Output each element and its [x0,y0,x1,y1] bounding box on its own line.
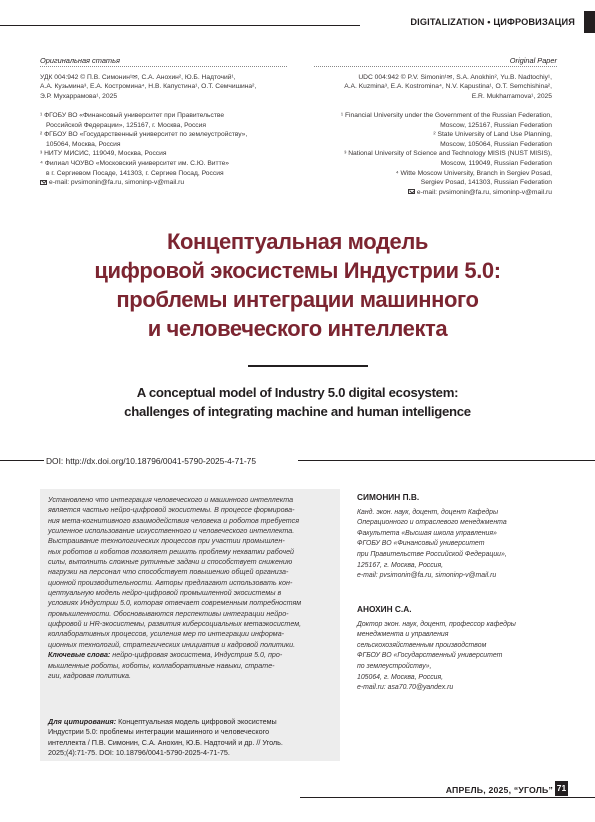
footer-issue: АПРЕЛЬ, 2025, “УГОЛЬ” [445,785,553,795]
bio-line: e-mail.ru: asa70.70@yandex.ru [357,684,454,692]
dotted-divider-right [314,66,557,67]
affiliations-en [300,111,552,197]
keywords-text: гии, кадровая политика. [48,671,131,680]
abstract-line: коллаборативных процессов, усиления мер по интеграции информа- [48,630,285,639]
dotted-divider-left [40,66,287,67]
affiliation-line: Sergiev Posad, 141303, Russian Federation [420,179,552,187]
affiliation-line: Российской Федерации», 125167, г. Москва, Россия [46,121,207,129]
affiliations-ru [40,111,290,188]
affiliation-line: ² ФГБОУ ВО «Государственный университет по землеустройству», [40,131,248,139]
section-tag: DIGITALIZATION • ЦИФРОВИЗАЦИЯ [410,17,575,27]
abstract-line: Выстраивание технологических процессов при участии промышлен- [48,537,285,546]
abstract-line: цептуальную модель нейро-цифровой промышленной экосистемы в [48,589,282,598]
citation-line [48,717,336,727]
affiliation-email [300,188,552,198]
bio-line: Доктор экон. наук, доцент, профессор кафедры [357,620,516,628]
authors-ru: УДК 004:942 © П.В. Симонин¹✉, С.А. Анохин², Ю.Б. Надточий¹, А.А. Кузьмина³, Е.А. Костромина⁴, Н.В. Капустина¹, О.Т. Семчишина², Э.Р. Мухаррамова¹, 2025 [40,74,257,100]
keywords-line [48,650,334,660]
footer-rule [300,797,595,798]
abstract-text [48,495,334,681]
citation-line [48,738,336,748]
affiliation-email [40,178,290,188]
keywords-text: мышленные роботы, коботы, коллаборативные навыки, страте- [48,661,275,670]
affiliation-line: ³ National University of Science and Technology MISIS (NUST MISIS), [344,150,552,158]
abstract-line: условиях Индустрии 5.0, которая отвечает современным потребностям [48,599,302,608]
keywords-line [48,661,334,671]
citation-text: 2025;(4):71-75. DOI: 10.18796/0041-5790-2025-4-71-75. [48,747,230,757]
bio-line: Факультета «Высшая школа управления» [357,529,497,537]
bio-line: менеджмента и управления [357,631,449,639]
affiliation-line: Moscow, 119049, Russian Federation [440,159,552,167]
affiliation-line: ¹ Financial University under the Government of the Russian Federation, [340,112,552,119]
affiliation-line: 105064, Москва, Россия [46,140,121,148]
abstract-line: усиленное использование искусственного и человеческого интеллекта. [48,527,295,536]
citation [48,717,336,758]
bio-line: ФГОБУ ВО «Финансовый университет [357,540,485,548]
citation-text: Индустрии 5.0: проблемы интеграции машинного и человеческого [48,727,270,737]
abstract-line: является частью нейро-цифровой экосистемы. В процессе формирова- [48,506,295,515]
abstract-line: силы, выполнить сложные рутинные задачи и способствует снижению [48,558,293,567]
affiliation-line: ² State University of Land Use Planning, [433,131,552,139]
abstract-line: ных роботов и коботов позволяет решить проблему нехватки рабочей [48,547,295,556]
bio-line: 125167, г. Москва, Россия, [357,561,444,569]
bio-line: сельскохозяйственным производством [357,641,487,649]
keywords-text: нейро-цифровая экосистема, Индустрия 5.0, про- [110,651,283,660]
bio-line: Канд. экон. наук, доцент, доцент Кафедры [357,508,499,516]
authors-en: UDC 004:942 © P.V. Simonin¹✉, S.A. Anokhin², Yu.B. Nadtochiy¹, A.A. Kuzmina³, E.A. Kostromina⁴, N.V. Kapustina¹, O.T. Semchishina², E.R. Mukharramova¹, 2025 [344,74,552,100]
author-bio-simonin [357,492,557,582]
abstract-line: цифровой и HR-экосистемы, развития киберсоциальных метаэкосистем, [48,620,302,629]
email-text: e-mail: pvsimonin@fa.ru, simoninp-v@mail.ru [416,188,552,196]
keywords-line [48,671,334,681]
title-ru: Концептуальная модель цифровой экосистемы Индустрии 5.0: проблемы интеграции машинного и человеческого интеллекта [94,229,501,341]
mail-icon [408,189,415,194]
citation-text: интеллекта / П.В. Симонин, С.А. Анохин, Ю.Б. Надточий и др. // Уголь. [48,737,283,747]
author-bio-anokhin [357,604,557,694]
doi-rule-left [0,460,44,461]
affiliation-line: Moscow, 105064, Russian Federation [440,140,552,148]
doi-link[interactable]: DOI: http://dx.doi.org/10.18796/0041-5790-2025-4-71-75 [46,456,256,466]
header-rule [0,25,360,26]
bio-line: при Правительстве Российской Федерации», [357,550,507,558]
title-en: A conceptual model of Industry 5.0 digital ecosystem: challenges of integrating machine and human intelligence [124,385,471,419]
author-name: АНОХИН С.А. [357,604,412,614]
keywords-label: Ключевые слова: [48,651,111,660]
article-type-en: Original Paper [509,56,557,65]
citation-label: Для цитирования: [48,717,117,726]
abstract-line: промышленности. Обосновываются перспективы интеграции нейро- [48,609,289,618]
bio-line: ФГБОУ ВО «Государственный университет [357,652,503,660]
bio-line: Операционного и отраслевого менеджмента [357,519,507,527]
title-divider [248,365,368,367]
affiliation-line: ⁴ Witte Moscow University, Branch in Sergiev Posad, [395,169,552,177]
doi-rule-right [298,460,595,461]
affiliation-line: ¹ ФГОБУ ВО «Финансовый университет при Правительстве [40,112,225,119]
citation-text: Концептуальная модель цифровой экосистемы [116,717,277,726]
abstract-line: ционных технологий, стратегических инициатив и кадровой политики. [48,640,296,649]
abstract-line: нагрузки на персонал что способствует повышению общей организа- [48,568,289,577]
citation-line [48,748,336,758]
bio-line: 105064, г. Москва, Россия, [357,673,444,681]
abstract-line: ционной производительности. Авторы предлагают использовать кон- [48,578,293,587]
page-number: 71 [555,781,568,796]
affiliation-line: в г. Сергиевом Посаде, 141303, г. Сергиев Посад, Россия [46,169,224,177]
citation-line [48,727,336,737]
abstract-line: Установлено что интеграция человеческого и машинного интеллекта [48,496,294,504]
bio-line: по землеустройству», [357,662,432,670]
abstract-line: ния мета-когнитивного взаимодействия человека и роботов требуется [48,516,300,525]
header-tab-block [584,11,595,33]
affiliation-line: ³ НИТУ МИСИС, 119049, Москва, Россия [40,150,167,158]
author-name: СИМОНИН П.В. [357,492,420,502]
email-text: e-mail: pvsimonin@fa.ru, simoninp-v@mail.ru [49,179,185,187]
article-type-ru: Оригинальная статья [40,56,120,65]
affiliation-line: Moscow, 125167, Russian Federation [440,121,552,129]
mail-icon [40,180,47,185]
bio-line: e-mail: pvsimonin@fa.ru, simoninp-v@mail.ru [357,572,497,580]
affiliation-line: ⁴ Филиал ЧОУВО «Московский университет им. С.Ю. Витте» [40,159,230,167]
